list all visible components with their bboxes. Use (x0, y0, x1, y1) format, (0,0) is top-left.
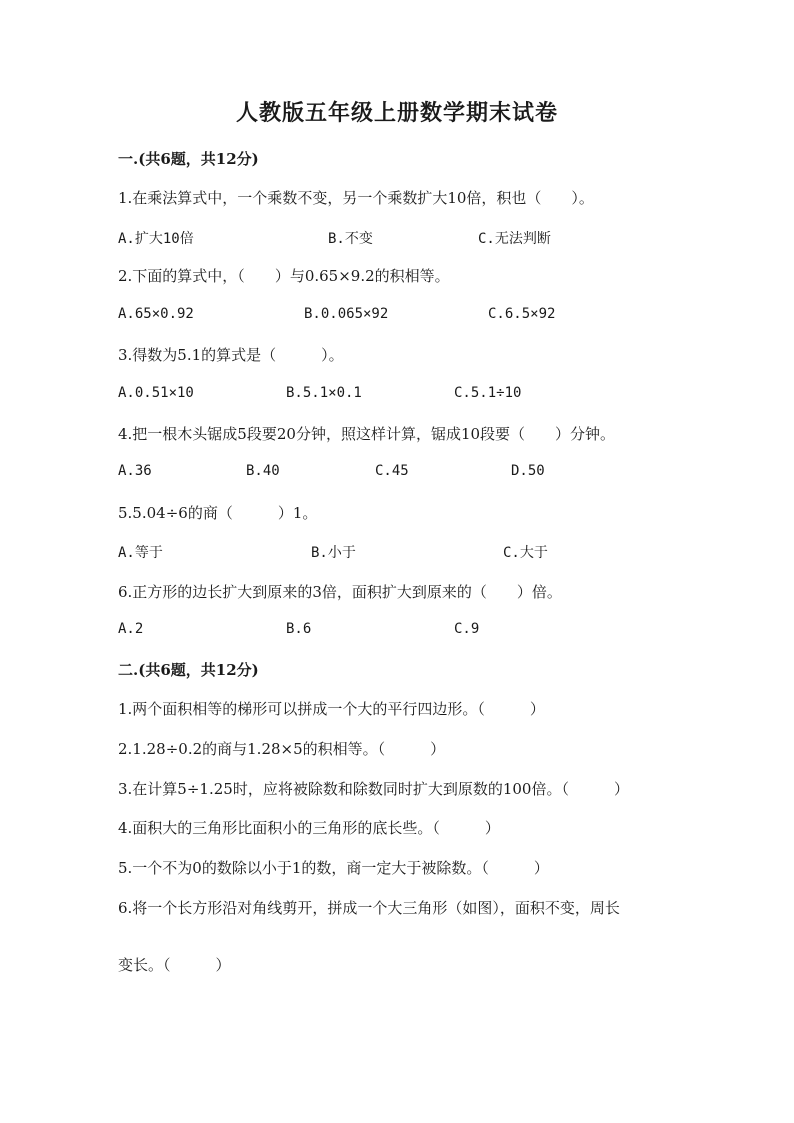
option-a: A.0.51×10 (118, 385, 194, 401)
option-a: A.2 (118, 621, 144, 637)
options-1-6 (118, 621, 718, 641)
option-b: B.不变 (328, 231, 373, 247)
option-c: C.大于 (503, 545, 548, 561)
judgement-2-5: 5.一个不为0的数除以小于1的数，商一定大于被除数。（ ） (118, 859, 549, 877)
question-1-3: 3.得数为5.1的算式是（ ）。 (118, 346, 344, 364)
option-b: B.5.1×0.1 (286, 385, 362, 401)
options-1-3 (118, 385, 718, 405)
options-1-4 (118, 463, 718, 483)
option-b: B.小于 (311, 545, 356, 561)
page-title: 人教版五年级上册数学期末试卷 (235, 100, 558, 126)
question-1-2: 2.下面的算式中，（ ）与0.65×9.2的积相等。 (118, 267, 450, 285)
option-a: A.等于 (118, 545, 163, 561)
option-c: C.45 (375, 463, 409, 479)
options-1-2 (118, 306, 718, 326)
question-1-5: 5.5.04÷6的商（ ）1。 (118, 504, 318, 522)
option-a: A.65×0.92 (118, 306, 194, 322)
option-c: C.9 (454, 621, 480, 637)
judgement-2-6: 6.将一个长方形沿对角线剪开，拼成一个大三角形（如图），面积不变，周长 (118, 899, 620, 917)
judgement-2-2: 2.1.28÷0.2的商与1.28×5的积相等。（ ） (118, 740, 446, 758)
options-1-5 (118, 542, 718, 562)
option-c: C.5.1÷10 (454, 385, 522, 401)
question-1-1: 1.在乘法算式中，一个乘数不变，另一个乘数扩大10倍，积也（ ）。 (118, 189, 594, 207)
option-a: A.36 (118, 463, 152, 479)
option-b: B.40 (246, 463, 280, 479)
option-b: B.6 (286, 621, 312, 637)
question-1-6: 6.正方形的边长扩大到原来的3倍，面积扩大到原来的（ ）倍。 (118, 583, 562, 601)
judgement-2-4: 4.面积大的三角形比面积小的三角形的底长些。（ ） (118, 819, 500, 837)
option-d: D.50 (511, 463, 545, 479)
option-c: C.6.5×92 (488, 306, 556, 322)
judgement-2-6-continuation: 变长。（ ） (118, 956, 231, 974)
judgement-2-3: 3.在计算5÷1.25时，应将被除数和除数同时扩大到原数的100倍。（ ） (118, 780, 629, 798)
section-heading-2: 二.(共6题，共12分) (118, 661, 259, 679)
option-c: C.无法判断 (478, 231, 551, 247)
options-1-1 (118, 228, 718, 248)
option-a: A.扩大10倍 (118, 231, 194, 247)
option-b: B.0.065×92 (304, 306, 389, 322)
question-1-4: 4.把一根木头锯成5段要20分钟，照这样计算，锯成10段要（ ）分钟。 (118, 425, 616, 443)
judgement-2-1: 1.两个面积相等的梯形可以拼成一个大的平行四边形。（ ） (118, 700, 545, 718)
section-heading-1: 一.(共6题，共12分) (118, 150, 259, 168)
